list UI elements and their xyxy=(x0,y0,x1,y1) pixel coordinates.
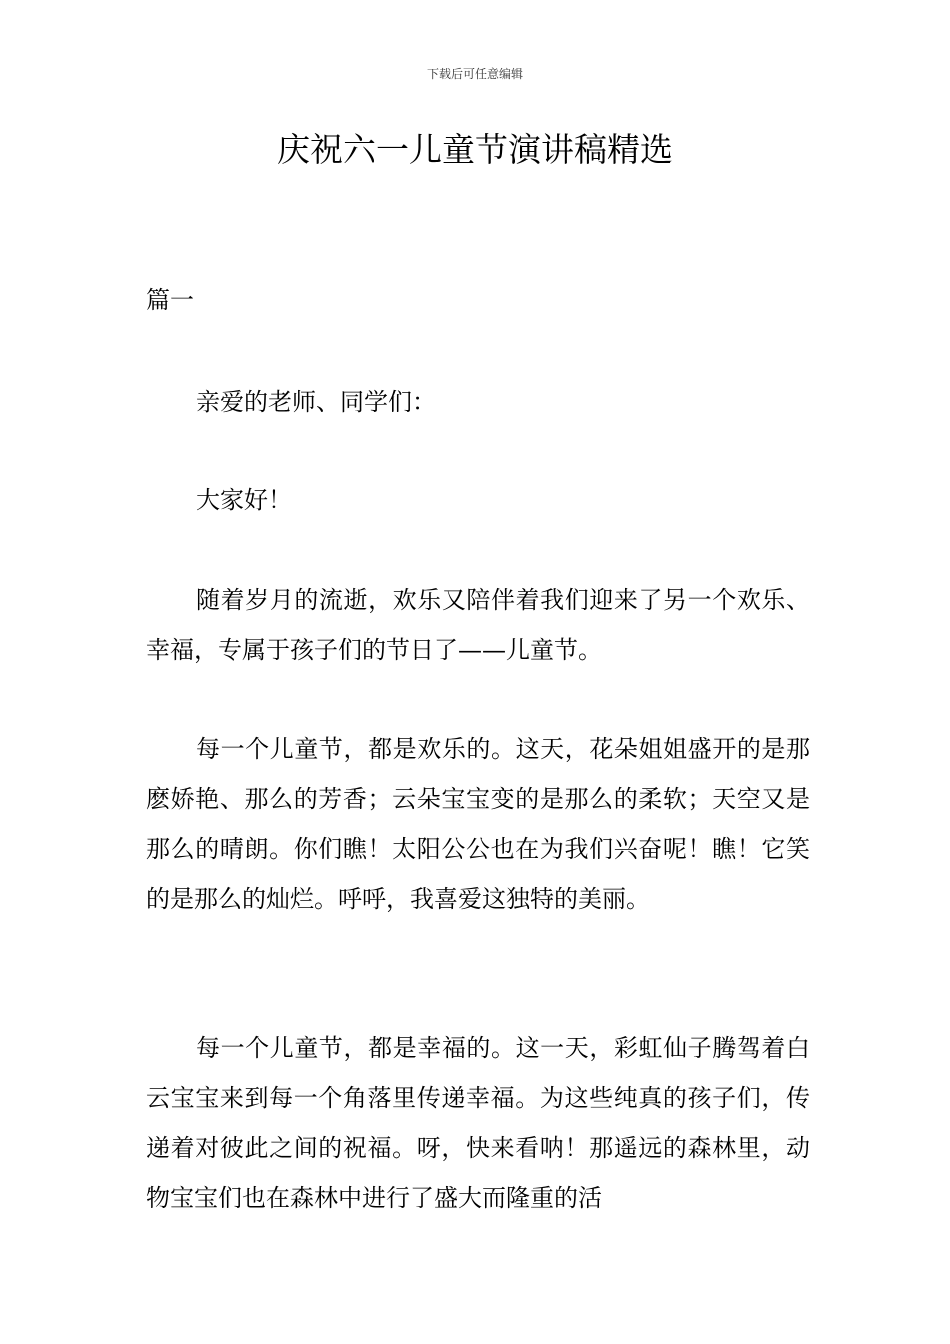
paragraph-hello: 大家好！ xyxy=(196,486,292,514)
paragraph-joy: 每一个儿童节，都是欢乐的。这天，花朵姐姐盛开的是那麽娇艳、那么的芳香；云朵宝宝变的是那么的柔软；天空又是那么的晴朗。你们瞧！太阳公公也在为我们兴奋呢！瞧！它笑的是那么的灿烂。呼呼，我喜爱这独特的美丽。 xyxy=(146,735,810,913)
section-label: 篇一 xyxy=(146,286,194,314)
paragraph-greeting: 亲爱的老师、同学们： xyxy=(196,388,436,416)
header-note: 下载后可任意编辑 xyxy=(426,67,523,81)
paragraph-happiness: 每一个儿童节，都是幸福的。这一天，彩虹仙子腾驾着白云宝宝来到每一个角落里传递幸福。为这些纯真的孩子们，传递着对彼此之间的祝福。呀，快来看呐！那遥远的森林里，动物宝宝们也在森林中进行了盛大而隆重的活 xyxy=(146,1034,810,1212)
page-title: 庆祝六一儿童节演讲稿精选 xyxy=(277,130,673,169)
paragraph-intro: 随着岁月的流逝，欢乐又陪伴着我们迎来了另一个欢乐、幸福，专属于孩子们的节日了——儿童节。 xyxy=(146,586,810,664)
